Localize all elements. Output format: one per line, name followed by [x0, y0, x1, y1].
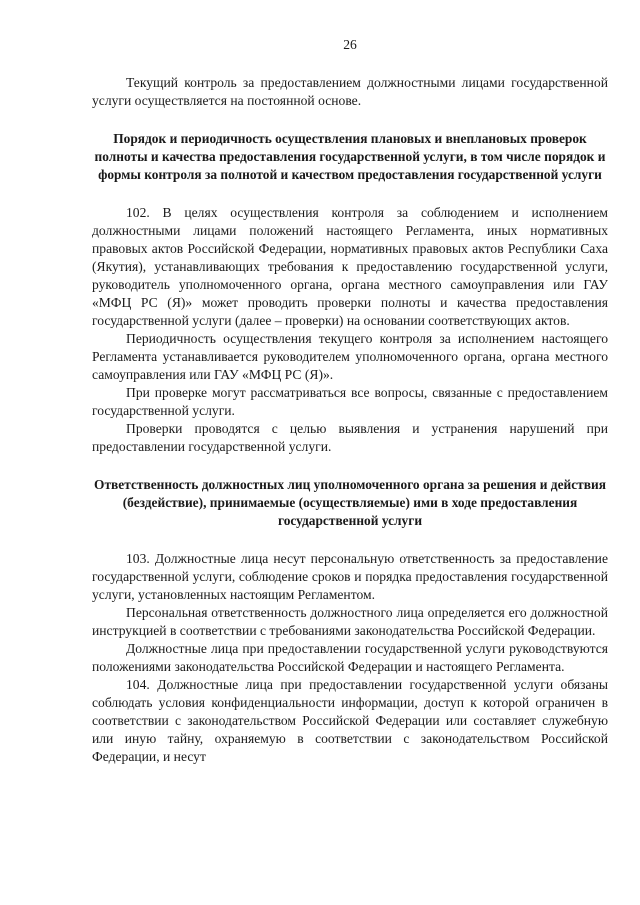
paragraph-inspection-questions: При проверке могут рассматриваться все вопросы, связанные с предоставлением государственной услуги. — [92, 385, 608, 418]
paragraph-104: 104. Должностные лица при предоставлении государственной услуги обязаны соблюдать условия конфиденциальности информации, доступ к которой ограничен в соответствии с законодательством Российской Федерации или составляет служебную или иную тайну, охраняемую в соответствии с законодательством Российской Федерации, и несут — [92, 677, 608, 764]
paragraph-102: 102. В целях осуществления контроля за соблюдением и исполнением должностными лицами положений настоящего Регламента, иных нормативных правовых актов Российской Федерации, нормативных правовых актов Республики Саха (Якутия), устанавливающих требования к предоставлению государственной услуги, руководитель уполномоченного органа, органа местного самоуправления или ГАУ «МФЦ РС (Я)» может проводить проверки полноты и качества предоставления государственной услуги (далее – проверки) на основании соответствующих актов. — [92, 205, 608, 328]
page-number: 26 — [343, 37, 357, 52]
section-heading-responsibility: Ответственность должностных лиц уполномоченного органа за решения и действия (бездействие), принимаемые (осуществляемые) ими в ходе предоставления государственной услуги — [94, 477, 606, 528]
paragraph-103: 103. Должностные лица несут персональную ответственность за предоставление государственной услуги, соблюдение сроков и порядка предоставления государственной услуги, установленных настоящим Регламентом. — [92, 551, 608, 602]
intro-paragraph: Текущий контроль за предоставлением должностными лицами государственной услуги осуществляется на постоянной основе. — [92, 75, 608, 108]
paragraph-periodicity: Периодичность осуществления текущего контроля за исполнением настоящего Регламента устанавливается руководителем уполномоченного органа, органа местного самоуправления или ГАУ «МФЦ РС (Я)». — [92, 331, 608, 382]
paragraph-inspection-purpose: Проверки проводятся с целью выявления и устранения нарушений при предоставлении государственной услуги. — [92, 421, 608, 454]
paragraph-personal-responsibility: Персональная ответственность должностного лица определяется его должностной инструкцией в соответствии с требованиями законодательства Российской Федерации. — [92, 605, 608, 638]
section-heading-inspections: Порядок и периодичность осуществления плановых и внеплановых проверок полноты и качества предоставления государственной услуги, в том числе порядок и формы контроля за полнотой и качеством предоставления государственной услуги — [94, 131, 606, 182]
document-page — [92, 36, 608, 766]
paragraph-officials-guided: Должностные лица при предоставлении государственной услуги руководствуются положениями законодательства Российской Федерации и настоящего Регламента. — [92, 641, 608, 674]
